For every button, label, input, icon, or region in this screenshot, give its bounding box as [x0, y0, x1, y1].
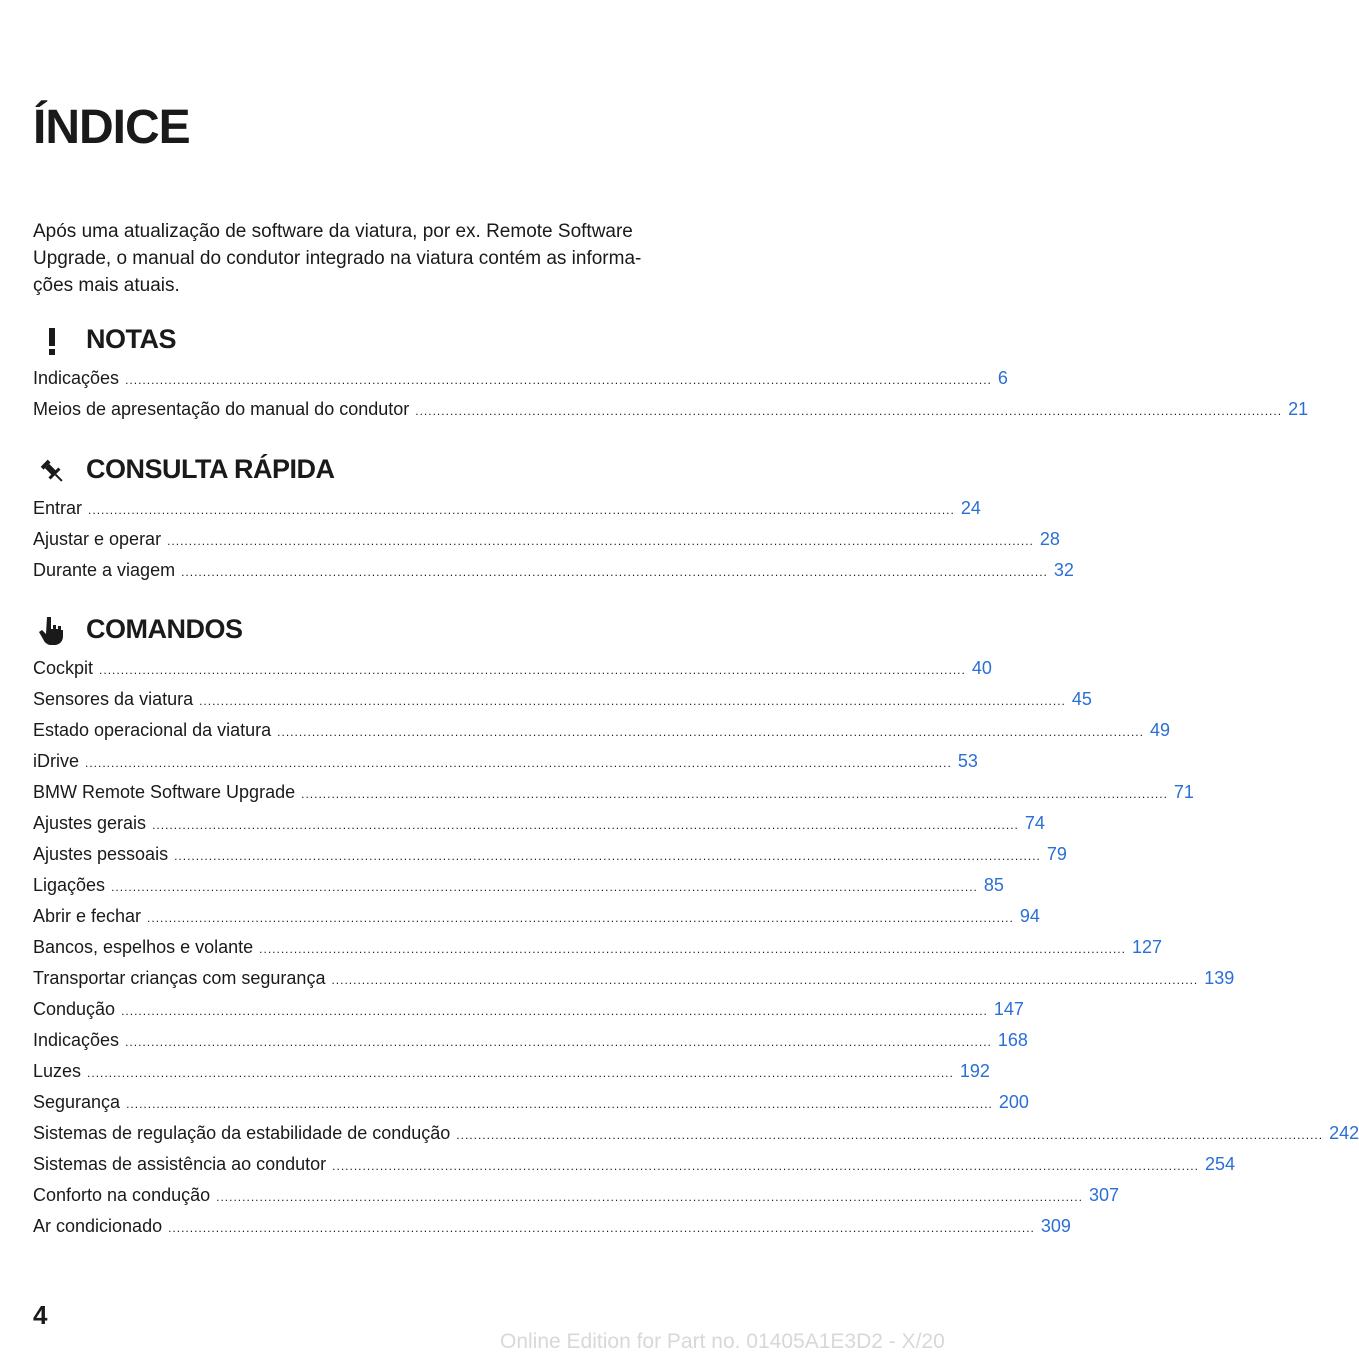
toc-entry-label: Indicações — [33, 368, 120, 388]
toc-entry[interactable] — [33, 498, 981, 529]
push-pin-icon — [35, 456, 69, 486]
toc-entry[interactable] — [33, 368, 1008, 399]
toc-page-link[interactable]: 53 — [957, 751, 978, 771]
toc-entry[interactable] — [33, 906, 1040, 937]
toc-page-link[interactable]: 49 — [1149, 720, 1170, 740]
toc-entry-label: Sistemas de regulação da estabilidade de condução — [33, 1123, 451, 1143]
toc-page-link[interactable]: 71 — [1173, 782, 1194, 802]
toc-entry-label: Indicações — [33, 1030, 120, 1050]
toc-page-link[interactable]: 24 — [960, 498, 981, 518]
toc-page-link[interactable]: 45 — [1071, 689, 1092, 709]
toc-entry-label: Ajustes pessoais — [33, 844, 169, 864]
toc-leader-dots: ........................................................................................................................................................................................................ — [126, 1097, 993, 1111]
toc-entry-label: Ligações — [33, 875, 106, 895]
toc-leader-dots: ........................................................................................................................................................................................................ — [277, 725, 1144, 739]
toc-entry[interactable] — [33, 399, 1309, 430]
toc-entry[interactable] — [33, 844, 1067, 875]
toc-leader-dots: ........................................................................................................................................................................................................ — [199, 694, 1066, 708]
page-title: ÍNDICE — [33, 101, 190, 154]
toc-entry-label: Transportar crianças com segurança — [33, 968, 326, 988]
toc-page-link[interactable]: 6 — [997, 368, 1008, 388]
toc-page-link[interactable]: 242 — [1329, 1123, 1359, 1143]
toc-entry[interactable] — [33, 751, 978, 782]
toc-entry[interactable] — [33, 937, 1162, 968]
toc-leader-dots: ........................................................................................................................................................................................................ — [85, 756, 952, 770]
toc-page-link[interactable]: 309 — [1040, 1216, 1071, 1236]
toc-entry[interactable] — [33, 1216, 1071, 1247]
toc-entry-label: Conforto na condução — [33, 1185, 211, 1205]
toc-page-link[interactable]: 85 — [983, 875, 1004, 895]
toc-entry-label: Bancos, espelhos e volante — [33, 937, 254, 957]
toc-leader-dots: ........................................................................................................................................................................................................ — [147, 911, 1014, 925]
toc-entry[interactable] — [33, 720, 1170, 751]
toc-entry-label: Sistemas de assistência ao condutor — [33, 1154, 327, 1174]
section-header — [33, 322, 688, 362]
toc-page-link[interactable]: 127 — [1131, 937, 1162, 957]
toc-entry-label: Abrir e fechar — [33, 906, 142, 926]
toc-entry-label: Condução — [33, 999, 116, 1019]
toc-page-link[interactable]: 74 — [1024, 813, 1045, 833]
toc-leader-dots: ........................................................................................................................................................................................................ — [181, 565, 1048, 579]
toc-leader-dots: ........................................................................................................................................................................................................ — [125, 373, 992, 387]
toc-leader-dots: ........................................................................................................................................................................................................ — [456, 1128, 1324, 1142]
page-number: 4 — [33, 1300, 48, 1330]
toc-page-link[interactable]: 254 — [1204, 1154, 1236, 1174]
toc-leader-dots: ........................................................................................................................................................................................................ — [121, 1004, 988, 1018]
toc-entry[interactable] — [33, 1030, 1028, 1061]
toc-page-link[interactable]: 28 — [1039, 529, 1060, 549]
toc-page-link[interactable]: 139 — [1204, 968, 1235, 988]
toc-entry[interactable] — [33, 999, 1024, 1030]
section-consulta-rapida — [33, 452, 1074, 591]
section-comandos — [33, 612, 1359, 1247]
toc-page-link[interactable]: 168 — [997, 1030, 1028, 1050]
section-title: NOTAS — [86, 324, 176, 354]
section-notas — [33, 322, 1309, 430]
toc-entry[interactable] — [33, 1123, 1359, 1154]
toc-entry[interactable] — [33, 1154, 1236, 1185]
toc-entry[interactable] — [33, 968, 1235, 999]
section-title: CONSULTA RÁPIDA — [86, 454, 335, 484]
section-header — [33, 612, 688, 652]
toc-entry-label: Luzes — [33, 1061, 82, 1081]
toc-entry-label: iDrive — [33, 751, 80, 771]
toc-entry-label: Meios de apresentação do manual do condutor — [33, 399, 410, 419]
toc-entry-label: BMW Remote Software Upgrade — [33, 782, 296, 802]
section-title: COMANDOS — [86, 614, 243, 644]
toc-page-link[interactable]: 32 — [1053, 560, 1074, 580]
toc-entry-label: Cockpit — [33, 658, 94, 678]
toc-leader-dots: ........................................................................................................................................................................................................ — [88, 503, 955, 517]
toc-page-link[interactable]: 40 — [971, 658, 992, 678]
toc-entry[interactable] — [33, 875, 1004, 906]
toc-leader-dots: ........................................................................................................................................................................................................ — [174, 849, 1041, 863]
toc-entry-label: Ar condicionado — [33, 1216, 163, 1236]
toc-entry-label: Ajustes gerais — [33, 813, 147, 833]
toc-page-link[interactable]: 147 — [993, 999, 1024, 1019]
toc-leader-dots: ........................................................................................................................................................................................................ — [111, 880, 978, 894]
toc-leader-dots: ........................................................................................................................................................................................................ — [99, 663, 966, 677]
toc-entry[interactable] — [33, 782, 1194, 813]
toc-leader-dots: ........................................................................................................................................................................................................ — [152, 818, 1019, 832]
exclamation-icon — [35, 326, 69, 356]
toc-entry-label: Estado operacional da viatura — [33, 720, 272, 740]
toc-entry-label: Sensores da viatura — [33, 689, 194, 709]
footer-watermark: Online Edition for Part no. 01405A1E3D2 - X/20 — [500, 1330, 945, 1353]
toc-entry-label: Segurança — [33, 1092, 121, 1112]
toc-leader-dots: ........................................................................................................................................................................................................ — [301, 787, 1168, 801]
intro-paragraph: Após uma atualização de software da viatura, por ex. Remote Software Upgrade, o manual do condutor integrado na viatura contém as informa‐ ções mais atuais. — [33, 221, 642, 296]
toc-entry-label: Ajustar e operar — [33, 529, 162, 549]
toc-entry[interactable] — [33, 1061, 990, 1092]
toc-entry[interactable] — [33, 658, 992, 689]
toc-leader-dots: ........................................................................................................................................................................................................ — [87, 1066, 954, 1080]
toc-leader-dots: ........................................................................................................................................................................................................ — [125, 1035, 992, 1049]
toc-page-link[interactable]: 200 — [998, 1092, 1029, 1112]
toc-leader-dots: ........................................................................................................................................................................................................ — [331, 973, 1199, 987]
toc-leader-dots: ........................................................................................................................................................................................................ — [259, 942, 1126, 956]
toc-entry[interactable] — [33, 1185, 1119, 1216]
toc-entry[interactable] — [33, 813, 1045, 844]
toc-leader-dots: ........................................................................................................................................................................................................ — [167, 534, 1034, 548]
toc-leader-dots: ........................................................................................................................................................................................................ — [168, 1221, 1035, 1235]
toc-page-link[interactable]: 21 — [1288, 399, 1309, 419]
toc-entry-label: Durante a viagem — [33, 560, 176, 580]
toc-leader-dots: ........................................................................................................................................................................................................ — [332, 1159, 1199, 1173]
toc-page-link[interactable]: 307 — [1088, 1185, 1119, 1205]
pointing-hand-icon — [35, 616, 69, 646]
toc-page-link[interactable]: 94 — [1019, 906, 1040, 926]
toc-entry-label: Entrar — [33, 498, 83, 518]
toc-entry[interactable] — [33, 689, 1092, 720]
toc-entry[interactable] — [33, 1092, 1029, 1123]
toc-entry[interactable] — [33, 529, 1060, 560]
toc-leader-dots: ........................................................................................................................................................................................................ — [216, 1190, 1083, 1204]
toc-entry[interactable] — [33, 560, 1074, 591]
toc-page-link[interactable]: 79 — [1046, 844, 1067, 864]
toc-leader-dots: ........................................................................................................................................................................................................ — [415, 404, 1283, 418]
section-header — [33, 452, 688, 492]
toc-page-link[interactable]: 192 — [959, 1061, 990, 1081]
